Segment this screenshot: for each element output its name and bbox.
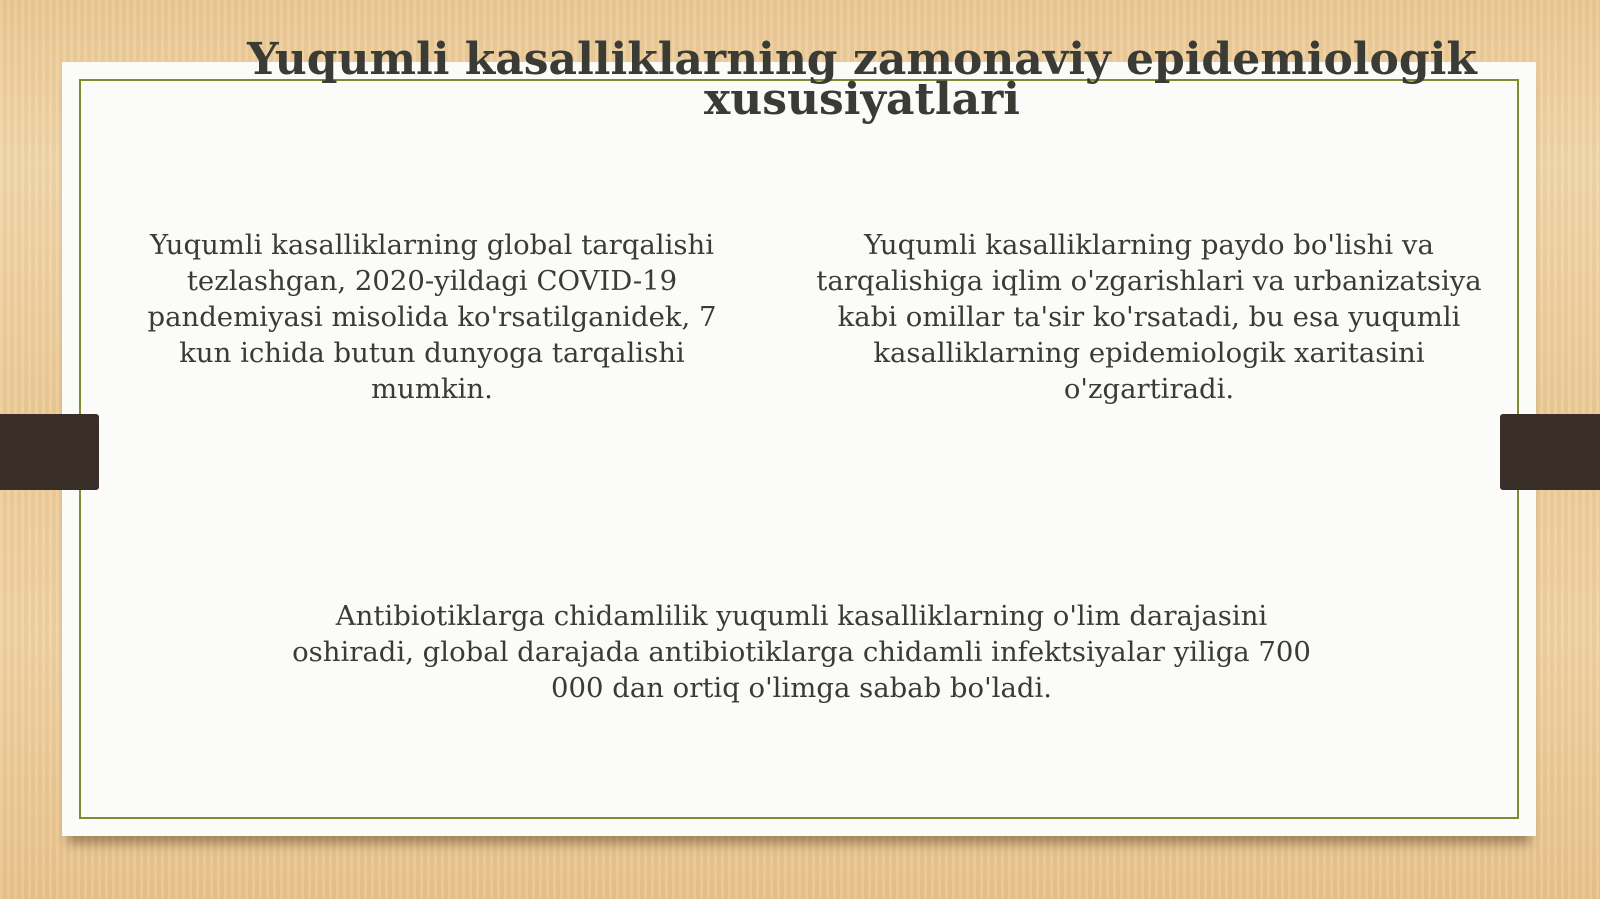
bottom-paragraph: Antibiotiklarga chidamlilik yuqumli kasalliklarning o'lim darajasini oshiradi, global darajada antibiotiklarga chidamli infektsiyalar yiliga 700 000 dan ortiq o'limga sabab bo'ladi. (292, 600, 1311, 704)
left-binder-tab (0, 414, 99, 490)
slide-title: Yuqumli kasalliklarning zamonaviy epidemiologik xususiyatlari (247, 34, 1477, 125)
right-binder-tab (1500, 414, 1600, 490)
slide-card (62, 62, 1536, 836)
left-paragraph: Yuqumli kasalliklarning global tarqalishi tezlashgan, 2020-yildagi COVID-19 pandemiyasi misolida ko'rsatilganidek, 7 kun ichida butun dunyoga tarqalishi mumkin. (147, 229, 717, 405)
slide-inner-frame (79, 79, 1519, 819)
right-paragraph: Yuqumli kasalliklarning paydo bo'lishi va tarqalishiga iqlim o'zgarishlari va urbanizatsiya kabi omillar ta'sir ko'rsatadi, bu esa yuqumli kasalliklarning epidemiologik xaritasini o'zgartiradi. (816, 229, 1482, 405)
